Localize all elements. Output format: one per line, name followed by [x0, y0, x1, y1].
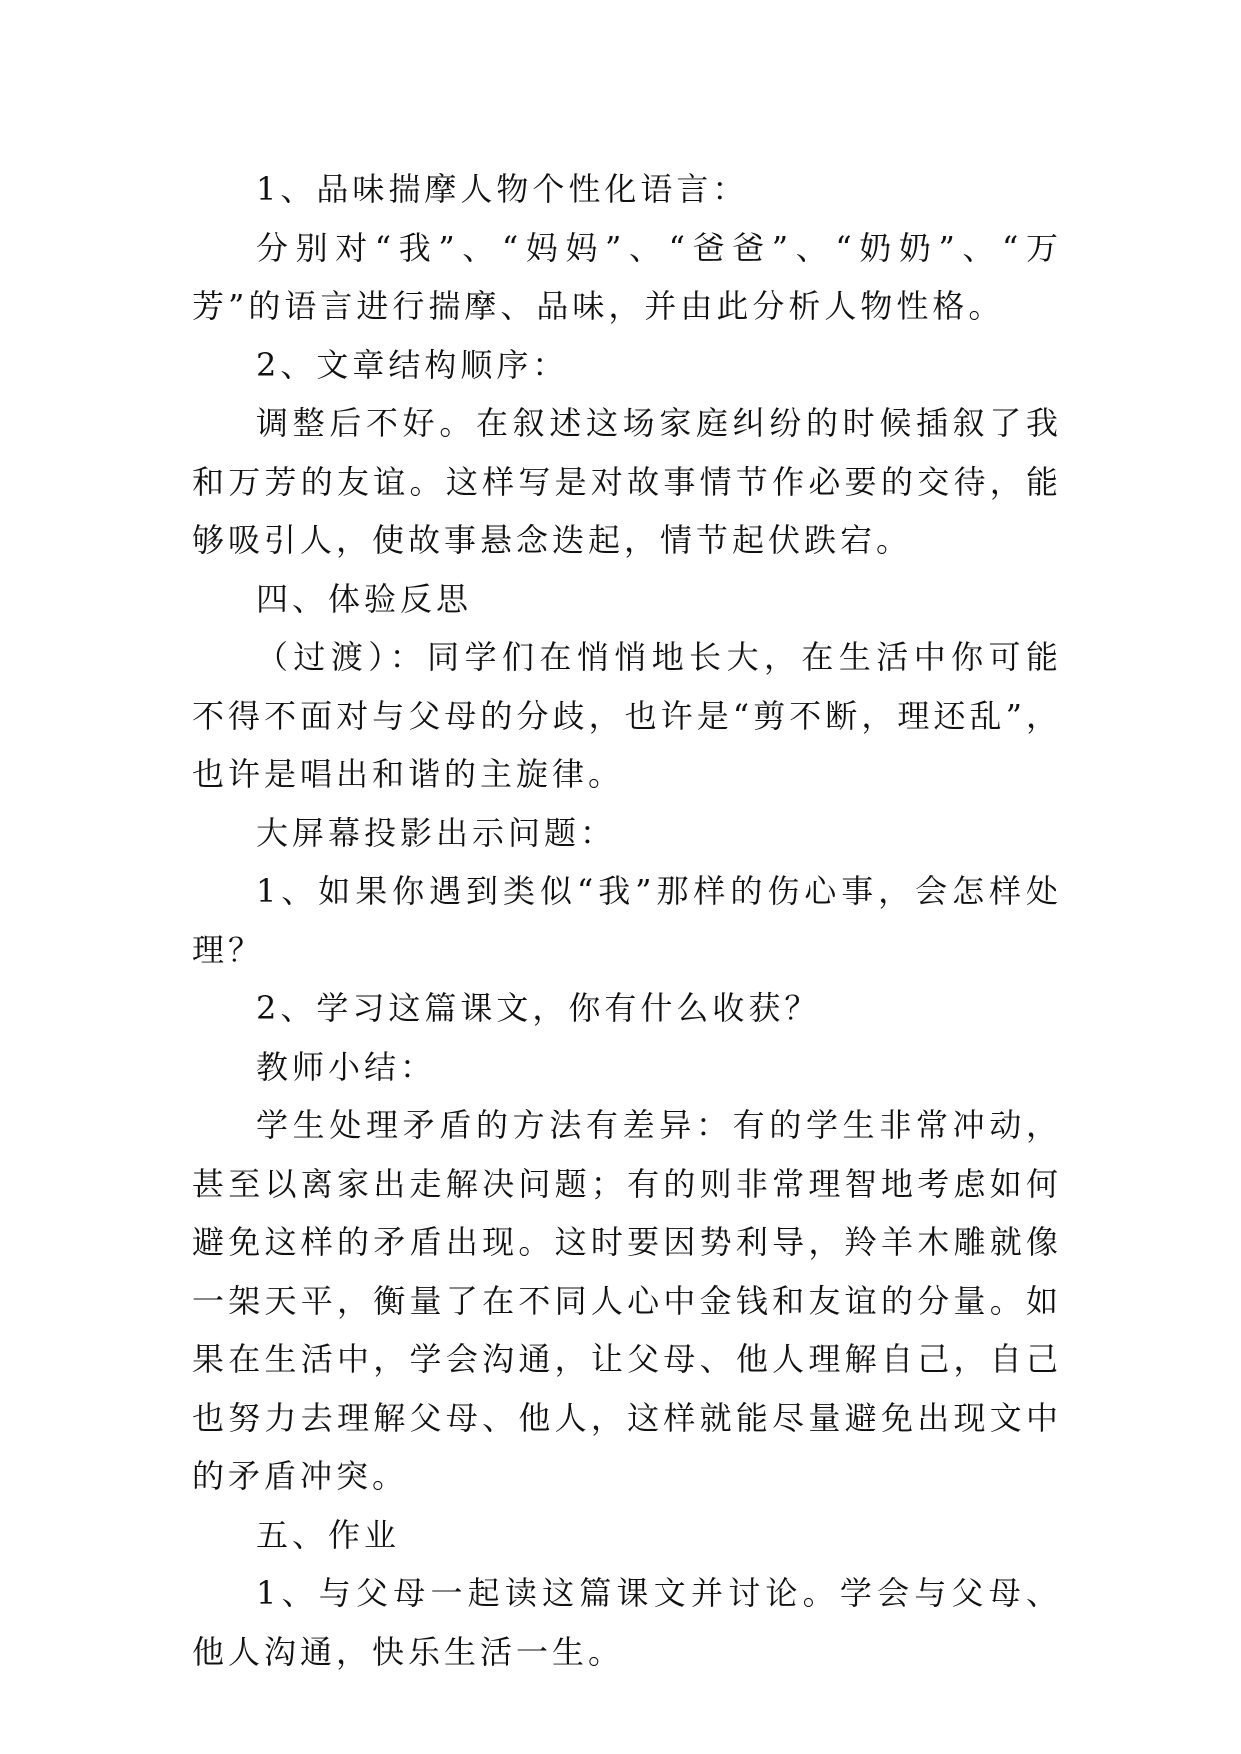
- section-4-heading: 四、体验反思: [256, 579, 473, 618]
- point-2-heading: 2、文章结构顺序：: [256, 345, 569, 384]
- homework-1: 1、与父母一起读这篇课文并讨论。学会与父母、他人沟通，快乐生活一生。: [192, 1574, 1062, 1671]
- question-1: 1、如果你遇到类似“我”那样的伤心事，会怎样处理？: [192, 872, 1062, 969]
- teacher-summary-heading: 教师小结：: [256, 1047, 437, 1086]
- transition-paragraph: （过渡）：同学们在悄悄地长大，在生活中你可能不得不面对与父母的分歧，也许是“剪不断，理还乱”，也许是唱出和谐的主旋律。: [192, 638, 1062, 793]
- point-1-body: 分别对“我”、“妈妈”、“爸爸”、“奶奶”、“万芳”的语言进行揣摩、品味，并由此分析人物性格。: [192, 228, 1062, 325]
- document-body: [192, 160, 1062, 1681]
- screen-question-heading: 大屏幕投影出示问题：: [256, 813, 617, 852]
- question-2: 2、学习这篇课文，你有什么收获？: [256, 989, 821, 1027]
- point-1-heading: 1、品味揣摩人物个性化语言：: [256, 170, 749, 208]
- teacher-summary-body: 学生处理矛盾的方法有差异：有的学生非常冲动，甚至以离家出走解决问题；有的则非常理智地考虑如何避免这样的矛盾出现。这时要因势利导，羚羊木雕就像一架天平，衡量了在不同人心中金钱和友谊的分量。如果在生活中，学会沟通，让父母、他人理解自己，自己也努力去理解父母、他人，这样就能尽量避免出现文中的矛盾冲突。: [192, 1106, 1062, 1495]
- section-5-heading: 五、作业: [256, 1515, 401, 1554]
- point-2-body: 调整后不好。在叙述这场家庭纠纷的时候插叙了我和万芳的友谊。这样写是对故事情节作必要的交待，能够吸引人，使故事悬念迭起，情节起伏跌宕。: [192, 404, 1062, 559]
